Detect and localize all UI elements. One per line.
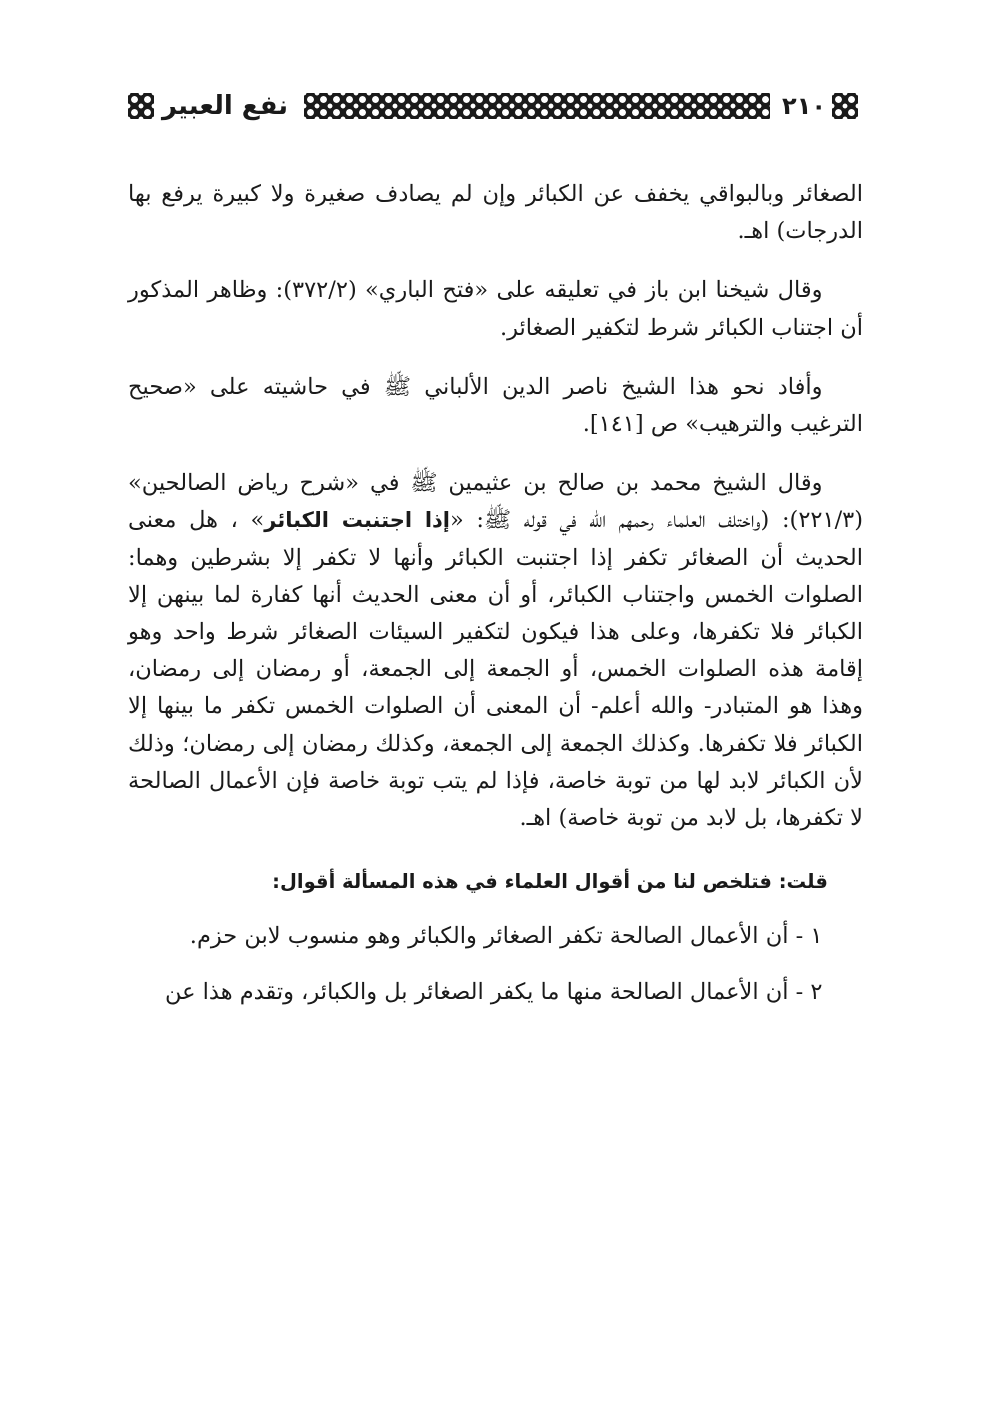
page-header (128, 84, 858, 128)
list-item-2: ٢ - أن الأعمال الصالحة منها ما يكفر الصغائر بل والكبائر، وتقدم هذا عن (164, 978, 823, 1005)
section-heading: قلت: فتلخص لنا من أقوال العلماء في هذه المسألة أقوال: (272, 870, 828, 894)
list-item-1: ١ - أن الأعمال الصالحة تكفر الصغائر والكبائر وهو منسوب لابن حزم. (189, 923, 823, 950)
hadith-quote: إذا اجتنبت الكبائر (264, 508, 450, 533)
paragraph-ibn-baz: وقال شيخنا ابن باز في تعليقه على «فتح الباري» (٣٧٢/٢): وظاهر المذكور أن اجتناب الكبائر شرط لتكفير الصغائر. (128, 277, 863, 341)
uthaymin-text-start: وقال الشيخ محمد بن صالح بن عثيمين ﷺ في «شرح رياض الصالحين» (٢٢١/٣): (واختلف العلماء رحمهم الله في قوله ﷺ: « (128, 470, 864, 534)
book-title: نفع العبير (162, 91, 289, 121)
page-body (128, 176, 863, 1011)
ornament-band (304, 93, 770, 119)
ornament-right (832, 93, 858, 119)
uthaymin-text-rest: » ، هل معنى الحديث أن الصغائر تكفر إذا اجتنبت الكبائر وأنها لا تكفر إلا بشرطين وهما: الصلوات الخمس واجتناب الكبائر، أو أن معنى الحديث أنها كفارة لما بينهن إلا الكبائر فلا تكفرها، وعلى هذا فيكون لتكفير السيئات الصغائر شرط واحد وهو إقامة هذه الصلوات الخمس، أو الجمعة إلى الجمعة، أو رمضان إلى رمضان، وهذا هو المتبادر- والله أعلم- أن المعنى أن الصلوات الخمس تكفر ما بينها إلا الكبائر فلا تكفرها. وكذلك الجمعة إلى الجمعة، وكذلك رمضان إلى رمضان؛ وذلك لأن الكبائر لابد لها من توبة خاصة، فإذا لم يتب توبة خاصة فإن الأعمال الصالحة لا تكفرها، بل لابد من توبة خاصة) اهـ. (128, 507, 863, 832)
page-number: ٢١٠ (782, 92, 826, 120)
ornament-left (128, 93, 154, 119)
paragraph-albani: وأفاد نحو هذا الشيخ ناصر الدين الألباني ﷺ في حاشيته على «صحيح الترغيب والترهيب» ص [١٤١]. (128, 373, 863, 438)
paragraph-uthaymin (128, 465, 863, 837)
paragraph-continuation: الصغائر وبالبواقي يخفف عن الكبائر وإن لم يصادف صغيرة ولا كبيرة يرفع بها الدرجات) اهـ. (128, 181, 863, 245)
